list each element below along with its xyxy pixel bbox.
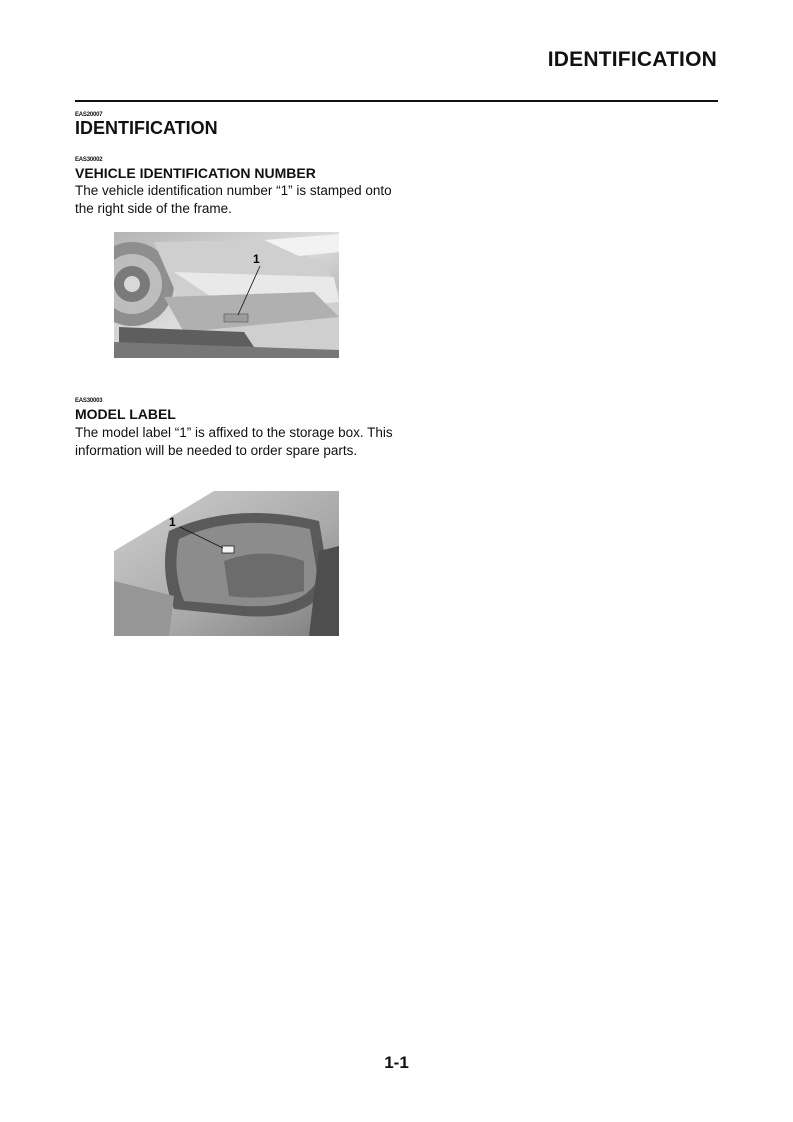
model-label-code: EAS30003	[75, 398, 103, 404]
vin-code: EAS30002	[75, 157, 103, 163]
vin-text: The vehicle identification number “1” is stamped onto the right side of the frame.	[75, 183, 392, 216]
vin-title: VEHICLE IDENTIFICATION NUMBER	[75, 165, 316, 181]
vin-figure	[114, 232, 339, 358]
section-code: EAS20007	[75, 112, 103, 118]
vin-callout: 1	[253, 252, 260, 266]
header-title: IDENTIFICATION	[547, 48, 717, 71]
section-title: IDENTIFICATION	[75, 118, 218, 138]
header-rule	[75, 100, 718, 102]
page-number: 1-1	[384, 1053, 409, 1072]
model-label-title: MODEL LABEL	[75, 406, 176, 422]
model-label-text: The model label “1” is affixed to the storage box. This information will be needed to order spare parts.	[75, 425, 393, 458]
model-label-figure	[114, 491, 339, 636]
model-label-callout: 1	[169, 515, 176, 529]
